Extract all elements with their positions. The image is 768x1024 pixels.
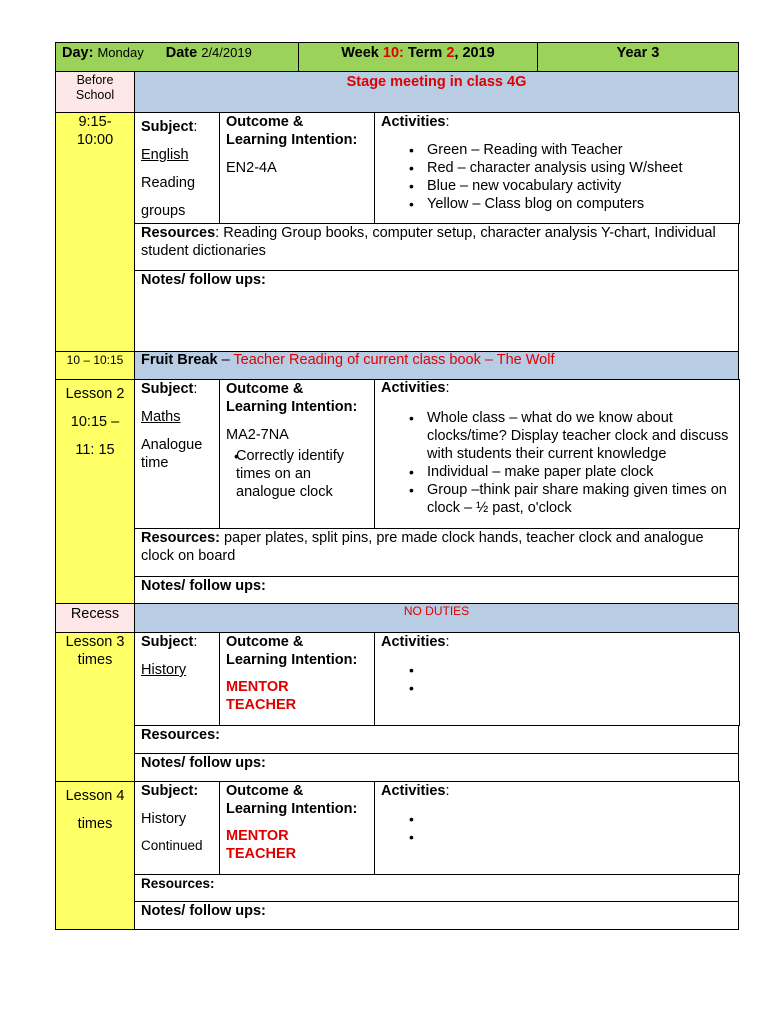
list-item: • Individual – make paper plate clock — [401, 463, 733, 481]
lesson3-resources-cell — [134, 725, 739, 754]
header-class-year — [537, 42, 739, 72]
fruit-break-time-cell — [55, 351, 135, 380]
list-item — [401, 679, 733, 697]
lesson4-notes-label: Notes/ follow ups: — [141, 903, 266, 919]
lesson1-notes-label: Notes/ follow ups: — [141, 272, 266, 288]
lesson2-resources-label: Resources: — [141, 530, 220, 546]
lesson1-resources-text: Reading Group books, computer setup, character analysis Y-chart, Individual student dictionaries — [141, 225, 716, 259]
day-label: Day: — [62, 45, 94, 61]
lesson1-time: 9:15-10:00 — [76, 114, 114, 148]
fruit-break-cell — [134, 351, 739, 380]
lesson3-time-cell — [55, 632, 135, 782]
recess-time-cell — [55, 603, 135, 633]
lesson3-notes-cell — [134, 753, 739, 782]
term-label: Term — [407, 45, 443, 61]
lesson1-time-cell — [55, 112, 135, 352]
before-school-note: Stage meeting in class 4G — [346, 74, 527, 90]
lesson4-resources-cell — [134, 874, 739, 902]
lesson1-outcome-label: Outcome & Learning Intention: — [226, 114, 358, 148]
lesson1-notes-cell — [134, 270, 739, 352]
lesson2-subject-label: Subject — [141, 381, 194, 397]
lesson2-notes-label: Notes/ follow ups: — [141, 578, 266, 594]
lesson4-activities-list — [401, 810, 733, 846]
lesson2-time-cell — [55, 379, 135, 604]
header-day-cell — [55, 42, 299, 72]
lesson4-time-1: Lesson 4 — [65, 788, 125, 804]
list-item — [401, 810, 733, 828]
lesson4-activities-cell: Activities: • • — [374, 781, 740, 875]
lesson2-subject-name: Maths — [141, 409, 181, 425]
term-number: 2 — [446, 45, 455, 61]
lesson1-resources-label: Resources — [141, 225, 216, 241]
lesson3-resources-label: Resources: — [141, 727, 220, 743]
lesson4-time-cell — [55, 781, 135, 930]
lesson3-subject-name: History — [141, 662, 187, 678]
lesson4-subject-detail: Continued — [141, 838, 203, 853]
fruit-break-label: Fruit Break — [141, 352, 218, 368]
class-year-text: Year 3 — [616, 45, 660, 61]
lesson1-subject-name: English — [141, 147, 189, 163]
lesson2-activities-label: Activities — [381, 380, 446, 396]
fruit-break-dash: – — [217, 352, 234, 368]
list-item: • Yellow – Class blog on computers — [401, 195, 733, 213]
lesson4-outcome-cell — [219, 781, 375, 875]
lesson3-subject-label: Subject — [141, 634, 194, 650]
day-value: Monday — [97, 45, 144, 60]
list-item: • Group –think pair share making given times on clock – ½ past, o'clock — [401, 481, 733, 517]
list-item — [401, 661, 733, 679]
lesson1-activities-label: Activities — [381, 114, 446, 130]
lesson3-outcome-cell — [219, 632, 375, 726]
lesson3-outcome-note: MENTOR TEACHER — [226, 679, 297, 713]
list-item: • Red – character analysis using W/sheet — [401, 159, 733, 177]
lesson4-activities-label: Activities — [381, 783, 446, 799]
lesson3-subject-cell: Subject: History — [134, 632, 220, 726]
recess-label: Recess — [70, 606, 120, 622]
lesson4-outcome-label: Outcome & Learning Intention: — [226, 783, 358, 817]
week-label: Week — [341, 45, 379, 61]
fruit-break-time: 10 – 10:15 — [66, 353, 124, 367]
lesson4-time-2: times — [77, 816, 113, 832]
lesson4-subject-label: Subject: — [141, 783, 199, 799]
list-item: • Blue – new vocabulary activity — [401, 177, 733, 195]
lesson4-resources-label: Resources: — [141, 876, 215, 891]
lesson4-notes-cell — [134, 901, 739, 930]
week-number: 10: — [382, 45, 404, 61]
lesson2-resources-text: paper plates, split pins, pre made clock hands, teacher clock and analogue clock on board — [141, 530, 704, 564]
year-value: , 2019 — [454, 45, 495, 61]
lesson1-subject-detail-2: groups — [141, 203, 186, 219]
recess-note-cell — [134, 603, 739, 633]
lesson1-outcome-code: EN2-4A — [226, 160, 277, 176]
lesson4-outcome-note: MENTOR TEACHER — [226, 828, 297, 862]
lesson2-subject-cell: Subject: Maths Analogue time — [134, 379, 220, 529]
lesson2-outcome-code: MA2-7NA — [226, 427, 289, 443]
lesson1-subject-detail-1: Reading — [141, 175, 196, 191]
fruit-break-text: Teacher Reading of current class book – The Wolf — [233, 352, 555, 368]
list-item: • Correctly identify times on an analogue clock — [226, 447, 368, 501]
lesson2-outcome-cell — [219, 379, 375, 529]
lesson2-time-2: 10:15 – — [70, 414, 120, 430]
date-value: 2/4/2019 — [201, 45, 252, 60]
lesson3-time-2: times — [77, 652, 113, 668]
lesson2-outcome-label: Outcome & Learning Intention: — [226, 381, 358, 415]
lesson1-subject-cell: Subject: English Reading groups — [134, 112, 220, 224]
lesson2-activities-list — [401, 409, 733, 517]
before-school-note-cell — [134, 71, 739, 113]
recess-note: NO DUTIES — [403, 604, 470, 618]
lesson3-outcome-label: Outcome & Learning Intention: — [226, 634, 358, 668]
lesson4-subject-name: History — [141, 811, 187, 827]
lesson1-resources-cell: Resources: Reading Group books, computer setup, character analysis Y-chart, Individual student dictionaries — [134, 223, 739, 271]
lesson3-activities-cell: Activities: • • — [374, 632, 740, 726]
lesson3-notes-label: Notes/ follow ups: — [141, 755, 266, 771]
lesson2-activities-cell: Activities: • Whole class – what do we know about clocks/time? Display teacher clock and discuss with students their current knowledge • Individual – make paper plate clock • Group –think pair share making given times on clock – ½ past, o'clock — [374, 379, 740, 529]
lesson3-activities-label: Activities — [381, 634, 446, 650]
lesson2-time-3: 11: 15 — [75, 442, 115, 458]
before-school-time — [55, 71, 135, 113]
date-label: Date — [165, 45, 198, 61]
lesson1-outcome-cell — [219, 112, 375, 224]
lesson2-outcome-list — [226, 447, 368, 501]
lesson4-subject-cell — [134, 781, 220, 875]
before-school-label: Before School — [75, 73, 115, 102]
lesson1-activities-cell: Activities: • Green – Reading with Teacher • Red – character analysis using W/sheet • Blue – new vocabulary activity • Yellow – Class blog on computers — [374, 112, 740, 224]
lesson2-resources-cell — [134, 528, 739, 577]
lesson3-time-1: Lesson 3 — [65, 634, 125, 650]
lesson3-activities-list — [401, 661, 733, 697]
list-item: • Green – Reading with Teacher — [401, 141, 733, 159]
lesson2-time-1: Lesson 2 — [65, 386, 125, 402]
list-item — [401, 828, 733, 846]
list-item: • Whole class – what do we know about clocks/time? Display teacher clock and discuss with students their current knowledge — [401, 409, 733, 463]
lesson2-subject-detail: Analogue time — [141, 437, 203, 471]
header-week-cell — [298, 42, 538, 72]
lesson1-activities-list — [401, 141, 733, 213]
lesson2-notes-cell — [134, 576, 739, 604]
lesson1-subject-label: Subject — [141, 119, 194, 135]
